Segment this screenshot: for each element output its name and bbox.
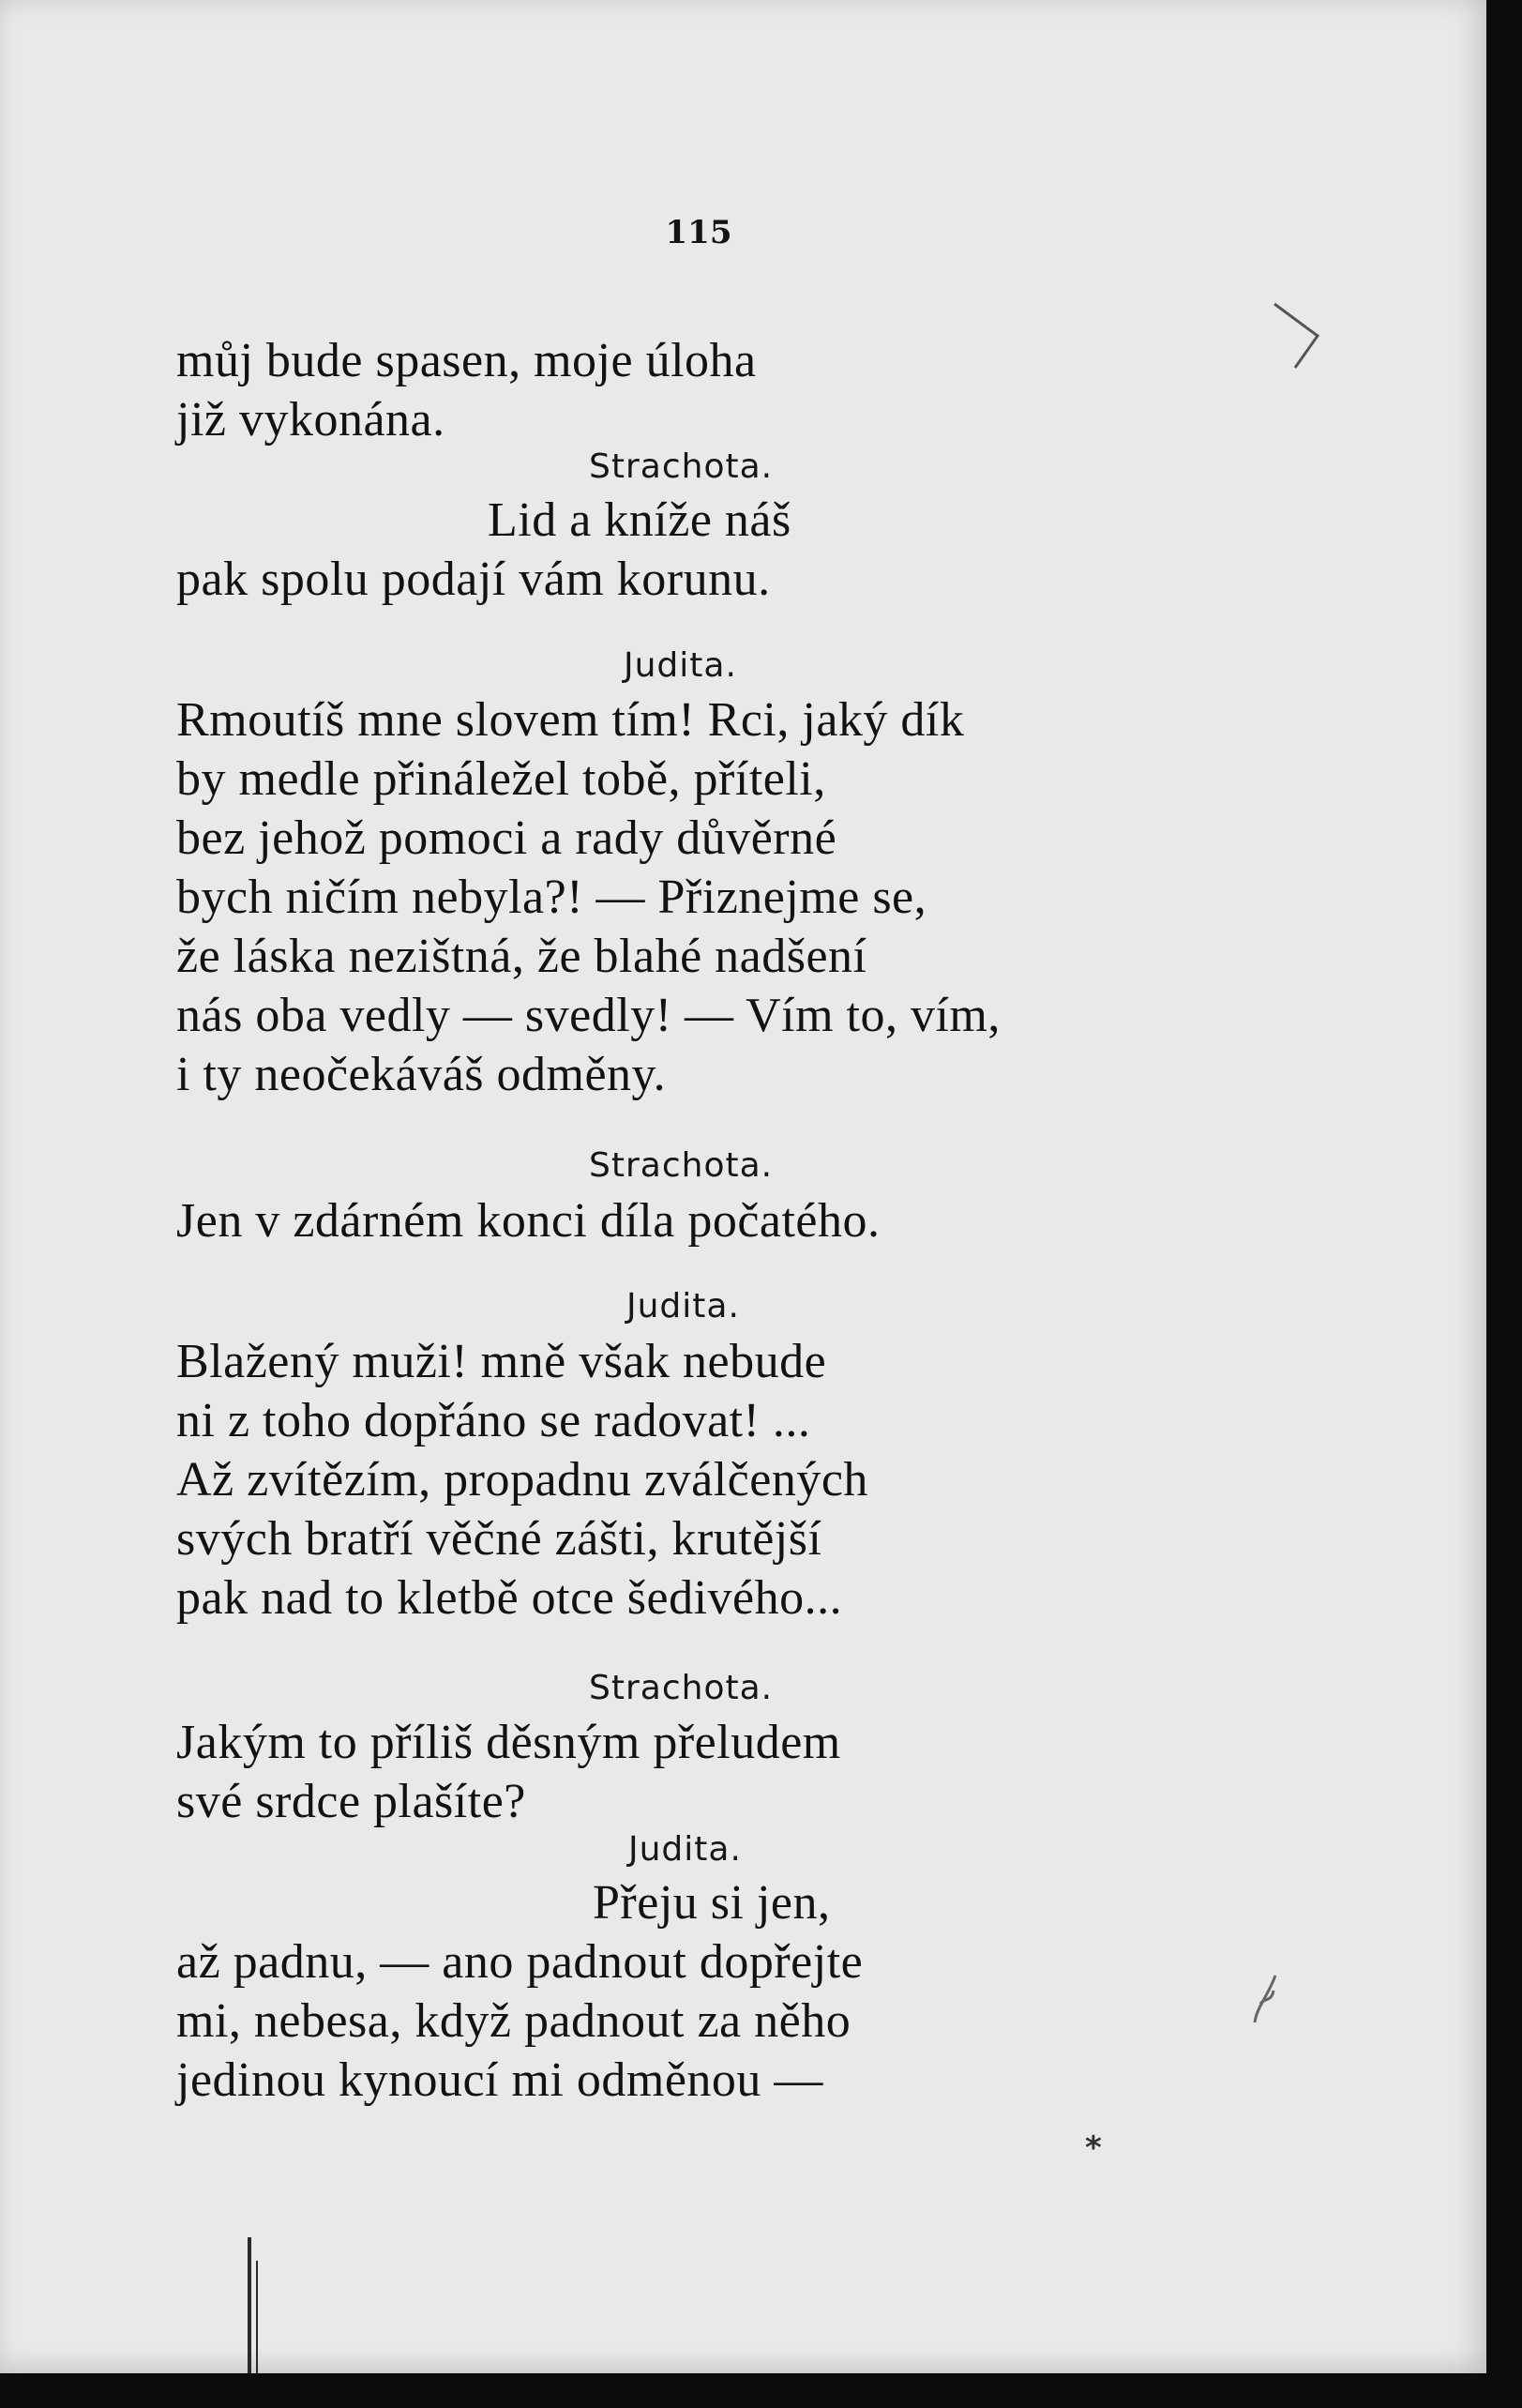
speaker-name: Strachota.	[589, 447, 774, 486]
verse-line: Rmoutíš mne slovem tím! Rci, jaký dík	[176, 693, 965, 747]
binding-line	[248, 2237, 251, 2373]
verse-line: pak spolu podají vám korunu.	[176, 553, 771, 606]
speaker-name: Strachota.	[589, 1669, 774, 1707]
verse-line: že láska nezištná, že blahé nadšení	[176, 930, 867, 983]
speaker-name: Judita.	[628, 1830, 742, 1869]
verse-line: Jakým to příliš děsným přeludem	[176, 1716, 841, 1769]
verse-line: ni z toho dopřáno se radovat! ...	[176, 1394, 811, 1447]
verse-line: mi, nebesa, když padnout za něho	[176, 1994, 851, 2048]
margin-pencil-scribble	[1247, 1970, 1285, 2026]
verse-line: svých bratří věčné zášti, krutější	[176, 1512, 822, 1566]
verse-line: Lid a kníže náš	[488, 493, 791, 547]
verse-line: Jen v zdárném konci díla počatého.	[176, 1194, 881, 1248]
scan-border-right	[1486, 0, 1522, 2408]
verse-line: bych ničím nebyla?! — Přiznejme se,	[176, 871, 927, 924]
margin-pencil-mark	[1271, 298, 1327, 373]
page-number: 115	[665, 214, 732, 251]
verse-line: pak nad to kletbě otce šedivého...	[176, 1571, 843, 1625]
verse-line: své srdce plašíte?	[176, 1775, 526, 1828]
verse-line: až padnu, — ano padnout dopřejte	[176, 1935, 864, 1989]
verse-line: by medle přináležel tobě, příteli,	[176, 752, 826, 806]
footnote-asterisk: *	[1085, 2129, 1102, 2167]
binding-line	[256, 2261, 258, 2373]
speaker-name: Strachota.	[589, 1146, 774, 1185]
verse-line: bez jehož pomoci a rady důvěrné	[176, 811, 837, 865]
scan-border-bottom	[0, 2373, 1522, 2408]
verse-line: Blažený muži! mně však nebude	[176, 1335, 827, 1388]
speaker-name: Judita.	[626, 1287, 740, 1325]
verse-line: i ty neočekáváš odměny.	[176, 1048, 667, 1101]
verse-line: jedinou kynoucí mi odměnou —	[176, 2053, 823, 2107]
verse-line: již vykonána.	[176, 393, 445, 447]
verse-line: můj bude spasen, moje úloha	[176, 334, 757, 387]
verse-line: Přeju si jen,	[593, 1876, 831, 1930]
speaker-name: Judita.	[624, 646, 737, 685]
verse-line: nás oba vedly — svedly! — Vím to, vím,	[176, 989, 1001, 1042]
verse-line: Až zvítězím, propadnu zválčených	[176, 1453, 868, 1507]
